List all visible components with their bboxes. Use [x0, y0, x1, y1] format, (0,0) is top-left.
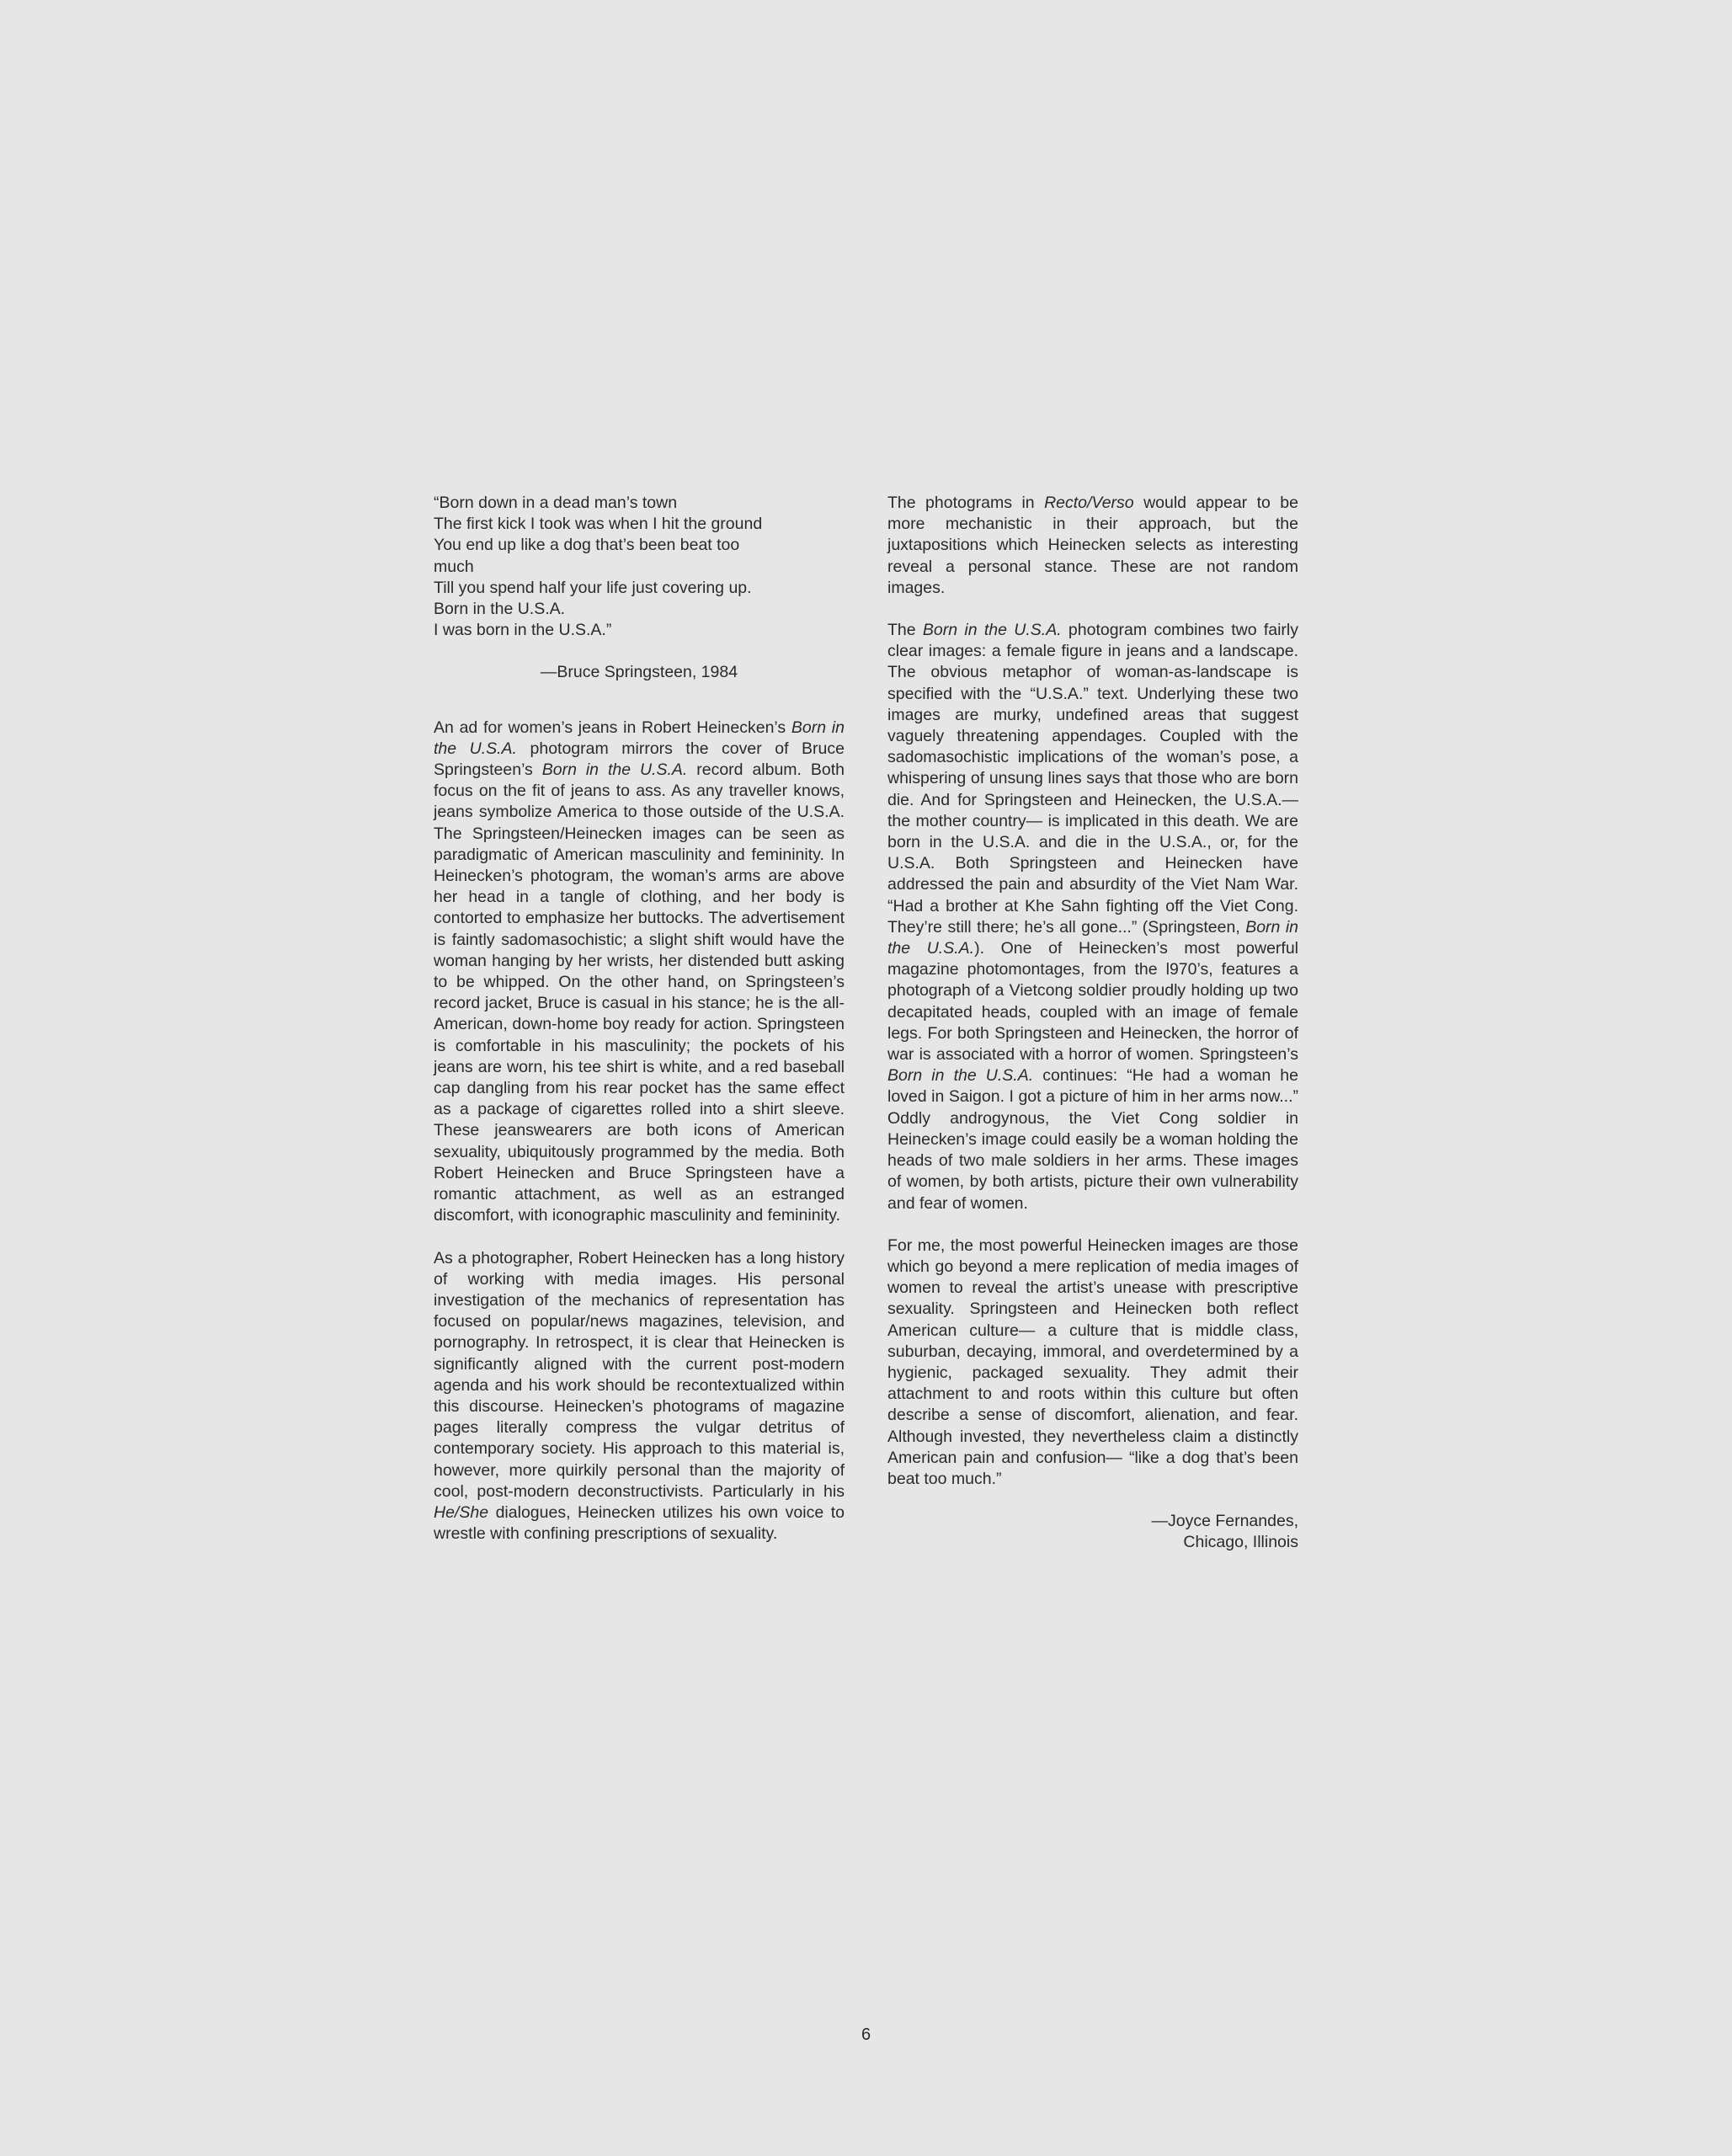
body-paragraph: An ad for women’s jeans in Robert Heinecken’s Born in the U.S.A. photogram mirrors the cover of Bruce Springsteen’s Born in the U.S.A. record album. Both focus on the fit of jeans to ass. As any traveller knows, jeans symbolize America to those outside of the U.S.A. The Springsteen/Heinecken images can be seen as paradigmatic of American masculinity and femininity. In Heinecken’s photogram, the woman’s arms are above her head in a tangle of clothing, and her body is contorted to emphasize her buttocks. The advertisement is faintly sadomasochistic; a slight shift would have the woman hanging by her wrists, her distended butt asking to be whipped. On the other hand, on Springsteen’s record jacket, Bruce is casual in his stance; he is the all-American, down-home boy ready for action. Springsteen is comfortable in his masculinity; the pockets of his jeans are worn, his tee shirt is white, and a red baseball cap dangling from his rear pocket has the same effect as a package of cigarettes rolled into a shirt sleeve. These jeanswearers are both icons of American sexuality, ubiquitously programmed by the media. Both Robert Heinecken and Bruce Springsteen have a romantic attachment, as well as an estranged discomfort, with iconographic masculinity and femininity.: [434, 718, 845, 1225]
author-location: Chicago, Illinois: [1183, 1533, 1298, 1552]
left-column: [434, 493, 845, 1545]
body-paragraph: The photograms in Recto/Verso would appear to be more mechanistic in their approach, but the juxtapositions which Heinecken selects as interesting reveal a personal stance. These are not random images.: [887, 494, 1298, 597]
epigraph-line: The first kick I took was when I hit the ground: [434, 515, 763, 534]
author-name: —Joyce Fernandes,: [1151, 1512, 1298, 1531]
epigraph-line: Till you spend half your life just covering up.: [434, 578, 752, 597]
epigraph-attribution: —Bruce Springsteen, 1984: [540, 663, 738, 682]
epigraph-line: much: [434, 557, 474, 576]
epigraph-line: You end up like a dog that’s been beat too: [434, 536, 740, 555]
body-paragraph: As a photographer, Robert Heinecken has a long history of working with media images. His personal investigation of the mechanics of representation has focused on popular/news magazines, television, and pornography. In retrospect, it is clear that Heinecken is significantly aligned with the current post-modern agenda and his work should be recontextualized within this discourse. Heinecken’s photograms of magazine pages literally compress the vulgar detritus of contemporary society. His approach to this material is, however, more quirkily personal than the majority of cool, post-modern deconstructivists. Particularly in his He/She dialogues, Heinecken utilizes his own voice to wrestle with confining prescriptions of sexuality.: [434, 1248, 845, 1544]
body-paragraph: For me, the most powerful Heinecken images are those which go beyond a mere replication of media images of women to reveal the artist’s unease with prescriptive sexuality. Springsteen and Heinecken both reflect American culture— a culture that is middle class, suburban, decaying, immoral, and overdetermined by a hygienic, packaged sexuality. They admit their attachment to and roots within this culture but often describe a sense of discomfort, alienation, and fear. Although invested, they nevertheless claim a distinctly American pain and confusion— “like a dog that’s been beat too much.”: [887, 1235, 1298, 1488]
body-paragraph: The Born in the U.S.A. photogram combines two fairly clear images: a female figure in jeans and a landscape. The obvious metaphor of woman-as-landscape is specified with the “U.S.A.” text. Underlying these two images are murky, undefined areas that suggest vaguely threatening appendages. Coupled with the sadomasochistic implications of the woman’s pose, a whispering of unsung lines says that those who are born die. And for Springsteen and Heinecken, the U.S.A.— the mother country— is implicated in this death. We are born in the U.S.A. and die in the U.S.A., or, for the U.S.A. Both Springsteen and Heinecken have addressed the pain and absurdity of the Viet Nam War. “Had a brother at Khe Sahn fighting off the Viet Cong. They’re still there; he’s all gone...” (Springsteen, Born in the U.S.A.). One of Heinecken’s most powerful magazine photomontages, from the l970’s, features a photograph of a Vietcong soldier proudly holding up two decapitated heads, coupled with an image of female legs. For both Springsteen and Heinecken, the horror of war is associated with a horror of women. Springsteen’s Born in the U.S.A. continues: “He had a woman he loved in Saigon. I got a picture of him in her arms now...” Oddly androgynous, the Viet Cong soldier in Heinecken’s image could easily be a woman holding the heads of two male soldiers in her arms. These images of women, by both artists, picture their own vulnerability and fear of women.: [887, 621, 1299, 1213]
page-number: 6: [861, 2025, 871, 2044]
epigraph-line: “Born down in a dead man’s town: [434, 494, 678, 512]
epigraph-line: I was born in the U.S.A.”: [434, 621, 612, 640]
epigraph: [434, 493, 845, 684]
epigraph-line: Born in the U.S.A.: [434, 600, 566, 619]
right-column: [887, 493, 1298, 1554]
author-signature: [887, 1511, 1298, 1553]
